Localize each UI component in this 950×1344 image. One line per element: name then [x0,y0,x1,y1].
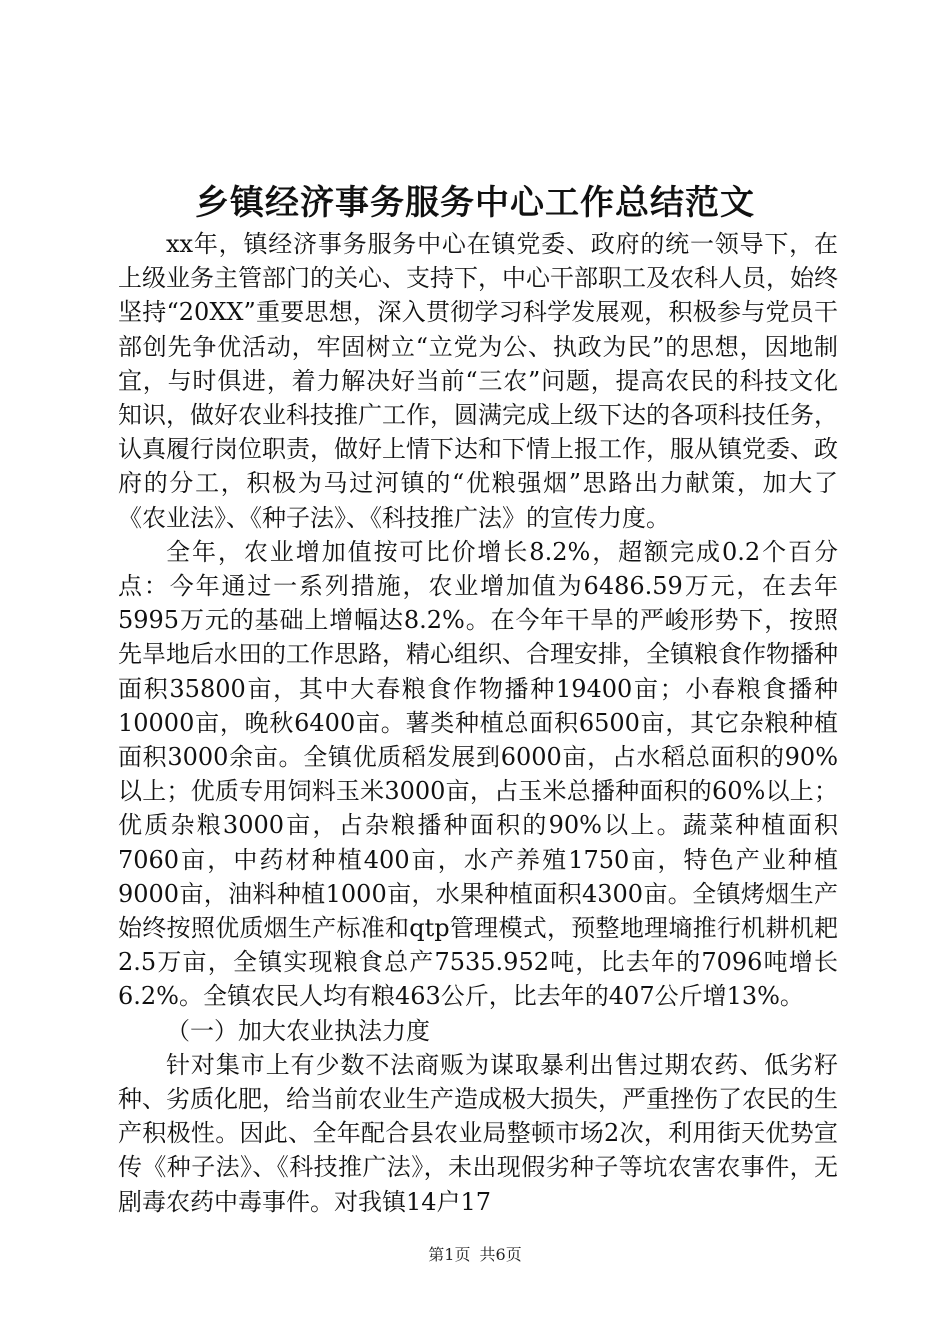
paragraph-intro: xx年，镇经济事务服务中心在镇党委、政府的统一领导下，在上级业务主管部门的关心、支持下，中心干部职工及农科人员，始终坚持“20XX”重要思想，深入贯彻学习科学发展观，积极参与党员干部创先争优活动，牢固树立“立党为公、执政为民”的思想，因地制宜，与时俱进，着力解决好当前“三农”问题，提高农民的科技文化知识，做好农业科技推广工作，圆满完成上级下达的各项科技任务，认真履行岗位职责，做好上情下达和下情上报工作，服从镇党委、政府的分工，积极为马过河镇的“优粮强烟”思路出力献策，加大了《农业法》、《种子法》、《科技推广法》的宣传力度。 [118,230,838,532]
page-number: 第1页 [428,1245,471,1264]
section-heading: （一）加大农业执法力度 [166,1016,430,1045]
page-total: 共6页 [479,1245,522,1264]
paragraph-statistics: 全年，农业增加值按可比价增长8.2%，超额完成0.2个百分点：今年通过一系列措施，农业增加值为6486.59万元，在去年5995万元的基础上增幅达8.2%。在今年干旱的严峻形势下，按照先旱地后水田的工作思路，精心组织、合理安排，全镇粮食作物播种面积35800亩，其中大春粮食作物播种19400亩；小春粮食播种10000亩，晚秋6400亩。薯类种植总面积6500亩，其它杂粮种植面积3000余亩。全镇优质稻发展到6000亩，占水稻总面积的90%以上；优质专用饲料玉米3000亩，占玉米总播种面积的60%以上；优质杂粮3000亩，占杂粮播种面积的90%以上。蔬菜种植面积7060亩，中药材种植400亩，水产养殖1750亩，特色产业种植9000亩，油料种植1000亩，水果种植面积4300亩。全镇烤烟生产始终按照优质烟生产标准和qtp管理模式，预整地理墒推行机耕机耙2.5万亩，全镇实现粮食总产7535.952吨，比去年的7096吨增长6.2%。全镇农民人均有粮463公斤，比去年的407公斤增13%。 [118,537,838,1011]
page-footer [0,1244,950,1266]
document-body [118,227,838,1219]
paragraph-law-enforcement: 针对集市上有少数不法商贩为谋取暴利出售过期农药、低劣籽种、劣质化肥，给当前农业生产造成极大损失，严重挫伤了农民的生产积极性。因此、全年配合县农业局整顿市场2次，利用街天优势宣传《种子法》、《科技推广法》，未出现假劣种子等坑农害农事件，无剧毒农药中毒事件。对我镇14户17 [118,1050,838,1216]
document-title: 乡镇经济事务服务中心工作总结范文 [195,183,755,223]
